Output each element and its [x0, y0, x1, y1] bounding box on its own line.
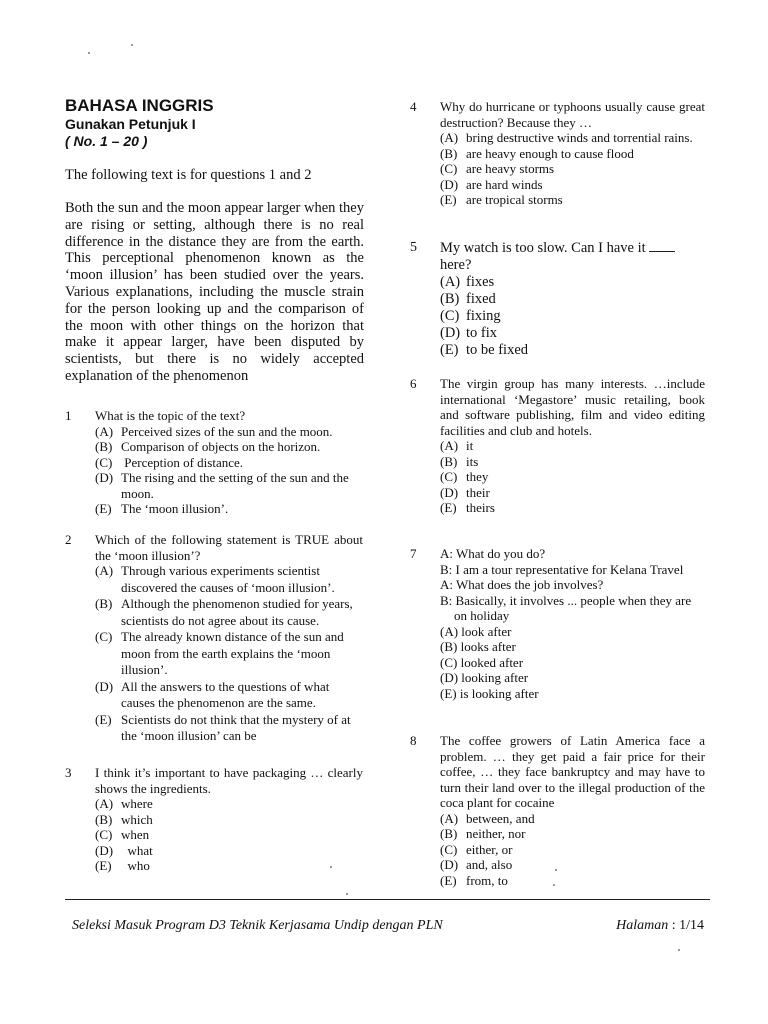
question-6	[410, 376, 708, 516]
option-c: (C) are heavy storms	[440, 161, 555, 176]
scan-speck	[553, 884, 555, 886]
question-stem: The virgin group has many interests. …include international ‘Megastore’ music retailing, book and software publishing, film and video editing facilities and club and hotels.	[440, 376, 705, 438]
option-e: (E) is looking after	[440, 685, 539, 701]
page-label: Halaman	[616, 918, 669, 933]
question-8	[410, 733, 708, 888]
option-d: (D) what	[95, 842, 153, 858]
instruction-line: Gunakan Petunjuk I	[65, 116, 196, 132]
option-b: (B) fixed	[440, 291, 496, 307]
option-a: (A) it	[440, 438, 474, 453]
page-value: : 1/14	[671, 918, 704, 933]
scan-speck	[555, 869, 557, 871]
option-a: (A) look after	[440, 623, 512, 639]
option-list	[440, 811, 705, 889]
option-b: (B) Although the phenomenon studied for years, scientists do not agree about its cause.	[95, 596, 353, 628]
question-number: 2	[65, 532, 72, 547]
option-list	[95, 796, 363, 874]
option-a: (A) fixes	[440, 274, 495, 290]
question-number: 1	[65, 408, 72, 423]
option-d: (D) The rising and the setting of the sun and the moon.	[95, 470, 349, 501]
footer-title: Seleksi Masuk Program D3 Teknik Kerjasama Undip dengan PLN	[72, 918, 443, 933]
question-1	[65, 408, 363, 517]
scan-speck	[88, 52, 90, 54]
option-a: (A) Through various experiments scientist discovered the causes of ‘moon illusion’.	[95, 563, 335, 595]
option-list	[95, 424, 363, 517]
option-d: (D) their	[440, 484, 490, 500]
option-a: (A) bring destructive winds and torrential rains.	[440, 130, 693, 145]
reading-passage: Both the sun and the moon appear larger when they are rising or setting, although there is no real difference in the distance they are from the earth. This perceptional phenomenon known as the ‘moon illusion’ has been studied over the years. Various explanations, including the muscle strain for the person looking up and the comparison of the moon with other things on the horizon that make it appear larger, have been disputed by scientists, but there is no widely accepted explanation of the phenomenon	[65, 200, 364, 384]
question-number: 3	[65, 765, 72, 780]
option-c: (C) fixing	[440, 308, 501, 324]
option-c: (C) Perception of distance.	[95, 454, 244, 470]
question-stem: My watch is too slow. Can I have it here?	[440, 240, 705, 274]
option-e: (E) The ‘moon illusion’.	[95, 501, 229, 516]
option-d: (D) and, also	[440, 857, 513, 872]
dialogue-line: A: What do you do?	[440, 546, 546, 561]
question-2	[65, 532, 363, 745]
option-c: (C) looked after	[440, 654, 524, 670]
question-stem: What is the topic of the text?	[95, 408, 246, 423]
question-4	[410, 99, 708, 208]
option-c: (C) The already known distance of the sun and moon from the earth explains the ‘moon illusion’.	[95, 629, 344, 677]
footer-divider	[65, 899, 710, 900]
option-list	[440, 624, 705, 702]
option-b: (B) are heavy enough to cause flood	[440, 145, 634, 161]
option-c: (C) when	[95, 827, 150, 842]
answer-blank	[649, 251, 675, 252]
question-stem: Why do hurricane or typhoons usually cause great destruction? Because they …	[440, 99, 705, 130]
option-c: (C) either, or	[440, 841, 513, 857]
option-e: (E) are tropical storms	[440, 192, 563, 207]
scan-speck	[330, 866, 332, 868]
option-e: (E) who	[95, 858, 150, 873]
question-stem: The coffee growers of Latin America face a problem. … they get paid a fair price for their coffee, … they face bankruptcy and may have to turn their land over to the illegal production of the coca plant for cocaine	[440, 733, 705, 810]
question-stem: Which of the following statement is TRUE about the ‘moon illusion’?	[95, 532, 363, 563]
option-e: (E) to be fixed	[440, 342, 529, 358]
scan-speck	[346, 893, 348, 895]
option-e: (E) from, to	[440, 872, 508, 888]
option-d: (D) All the answers to the questions of what causes the phenomenon are the same.	[95, 678, 330, 710]
option-list	[95, 563, 363, 745]
question-number: 8	[410, 733, 417, 748]
option-list	[440, 438, 705, 516]
question-stem: I think it’s important to have packaging … clearly shows the ingredients.	[95, 765, 363, 796]
option-list	[440, 130, 705, 208]
option-b: (B) looks after	[440, 639, 516, 654]
scan-speck	[131, 44, 133, 46]
option-a: (A) between, and	[440, 810, 535, 826]
left-header-block	[65, 96, 365, 385]
option-e: (E) theirs	[440, 500, 495, 515]
question-number: 5	[410, 240, 417, 255]
option-d: (D) are hard winds	[440, 176, 543, 192]
question-3	[65, 765, 363, 874]
dialogue-line: B: I am a tour representative for Kelana Travel	[440, 561, 684, 577]
option-d: (D) looking after	[440, 670, 529, 685]
question-number: 7	[410, 546, 417, 561]
option-a: (A) where	[95, 796, 153, 811]
option-b: (B) Comparison of objects on the horizon.	[95, 439, 321, 454]
subject-title: BAHASA INGGRIS	[65, 96, 214, 115]
question-number: 4	[410, 99, 417, 114]
option-b: (B) which	[95, 811, 153, 827]
option-a: (A) Perceived sizes of the sun and the moon.	[95, 423, 333, 439]
option-b: (B) its	[440, 453, 479, 469]
question-5	[410, 240, 708, 359]
dialogue-line: B: Basically, it involves ... people when they are on holiday	[440, 592, 692, 623]
option-d: (D) to fix	[440, 325, 498, 341]
question-7	[410, 546, 708, 701]
scan-speck	[678, 949, 680, 951]
page-indicator	[616, 918, 704, 934]
option-c: (C) they	[440, 469, 489, 484]
question-range: ( No. 1 – 20 )	[65, 133, 148, 149]
option-b: (B) neither, nor	[440, 826, 526, 841]
question-number: 6	[410, 376, 417, 391]
passage-intro: The following text is for questions 1 and 2	[65, 167, 312, 183]
option-e: (E) Scientists do not think that the mystery of at the ‘moon illusion’ can be	[95, 711, 351, 743]
dialogue-line: A: What does the job involves?	[440, 577, 604, 592]
option-list	[440, 274, 705, 359]
